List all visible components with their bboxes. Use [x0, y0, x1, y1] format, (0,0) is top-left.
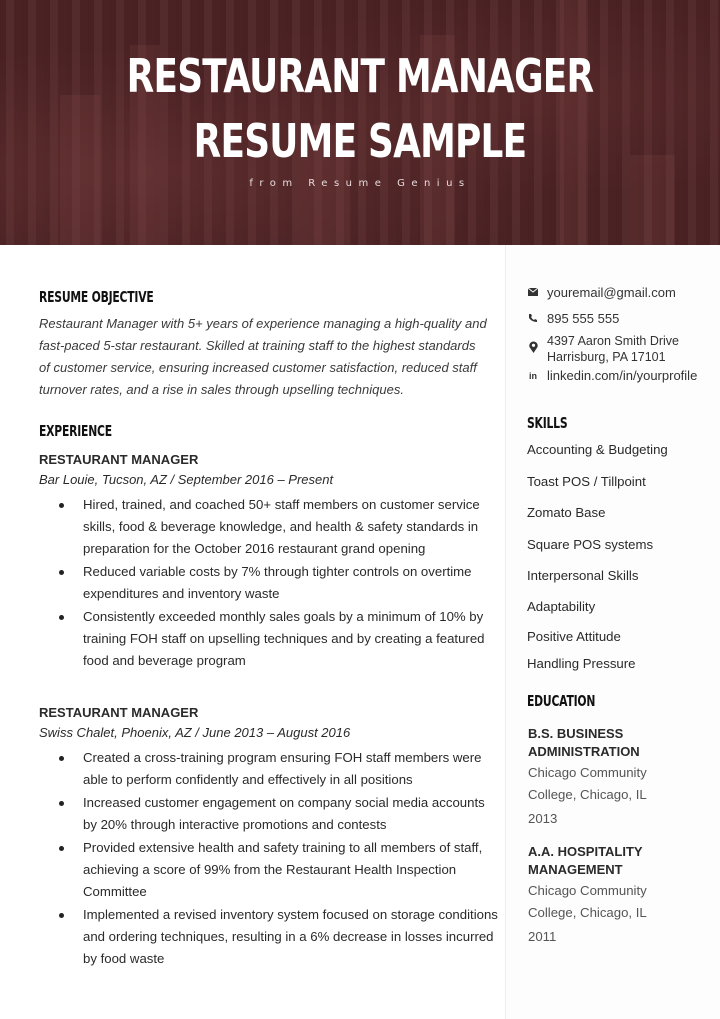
skill-item: Handling Pressure: [527, 656, 636, 671]
address-line-2: Harrisburg, PA 17101: [547, 350, 666, 364]
bullet-icon: [59, 846, 64, 851]
job-subtitle: Swiss Chalet, Phoenix, AZ / June 2013 – August 2016: [39, 725, 351, 740]
bullet-text: Created a cross-training program ensuring FOH staff members were able to perform confidently and effectively in all positions: [83, 750, 482, 787]
bullet-icon: [59, 801, 64, 806]
header-banner: [0, 0, 720, 245]
job-title: RESTAURANT MANAGER: [39, 452, 199, 467]
skill-item: Toast POS / Tillpoint: [527, 474, 646, 489]
job-bullets: [59, 494, 499, 673]
education-degree-line-2: ADMINISTRATION: [528, 744, 640, 759]
phone-text: 895 555 555: [547, 311, 620, 326]
education-school-line-2: College, Chicago, IL: [528, 787, 647, 802]
skill-item: Accounting & Budgeting: [527, 442, 668, 457]
education-school-line-1: Chicago Community: [528, 765, 647, 780]
bullet-text: Hired, trained, and coached 50+ staff members on customer service skills, food & beverage knowledge, and health & safety standards in preparation for the October 2016 restaurant grand opening: [83, 497, 480, 556]
education-degree-line-1: A.A. HOSPITALITY: [528, 844, 643, 859]
education-year: 2011: [528, 929, 557, 944]
education-school-line-2: College, Chicago, IL: [528, 905, 647, 920]
email-link[interactable]: youremail@gmail.com: [547, 285, 676, 300]
bullet-icon: [59, 503, 64, 508]
linkedin-icon: in: [529, 371, 537, 381]
job-title: RESTAURANT MANAGER: [39, 705, 199, 720]
job-subtitle: Bar Louie, Tucson, AZ / September 2016 – Present: [39, 472, 334, 487]
education-heading: EDUCATION: [527, 692, 596, 710]
bullet-text: Provided extensive health and safety training to all members of staff, achieving a score of 99% from the Restaurant Health Inspection Committee: [83, 840, 483, 899]
experience-heading: EXPERIENCE: [39, 422, 112, 440]
job-bullet: [59, 606, 499, 672]
skills-heading: SKILLS: [527, 414, 568, 432]
skill-item: Positive Attitude: [527, 629, 621, 644]
skill-item: Zomato Base: [527, 505, 606, 520]
page-title-line-2: RESUME SAMPLE: [193, 114, 527, 168]
education-degree-line-2: MANAGEMENT: [528, 862, 623, 877]
page-subtitle: from Resume Genius: [249, 178, 471, 189]
skill-item: Adaptability: [527, 599, 596, 614]
objective-text: Restaurant Manager with 5+ years of experience managing a high-quality and fast-paced 5-star restaurant. Skilled at training staff to the highest standards of customer service, ensuring increased customer satisfaction, reduced staff turnover rates, and a rise in sales through upselling techniques.: [39, 316, 487, 397]
job-bullet: [59, 837, 499, 903]
objective-heading: RESUME OBJECTIVE: [39, 288, 154, 306]
phone-icon: [527, 313, 539, 325]
skill-item: Square POS systems: [527, 537, 654, 552]
bullet-icon: [59, 570, 64, 575]
bullet-text: Consistently exceeded monthly sales goals by a minimum of 10% by training FOH staff on upselling techniques and by creating a featured food and beverage program: [83, 609, 485, 668]
bullet-text: Implemented a revised inventory system focused on storage conditions and ordering techniques, resulting in a 6% decrease in losses incurred by food waste: [83, 907, 498, 966]
linkedin-link[interactable]: linkedin.com/in/yourprofile: [547, 368, 698, 383]
skill-item: Interpersonal Skills: [527, 568, 639, 583]
address-line-1: 4397 Aaron Smith Drive: [547, 334, 680, 348]
bullet-text: Increased customer engagement on company social media accounts by 20% through interactive promotions and contests: [83, 795, 485, 832]
education-school-line-1: Chicago Community: [528, 883, 647, 898]
job-bullet: [59, 747, 499, 791]
envelope-icon: [527, 288, 539, 298]
job-bullet: [59, 904, 499, 970]
bullet-icon: [59, 756, 64, 761]
job-bullets: [59, 747, 499, 971]
map-pin-icon: [527, 341, 539, 355]
bullet-icon: [59, 615, 64, 620]
bullet-icon: [59, 913, 64, 918]
job-bullet: [59, 561, 499, 605]
job-bullet: [59, 494, 499, 560]
city-skyline-decoration: [630, 155, 675, 245]
job-bullet: [59, 792, 499, 836]
education-degree-line-1: B.S. BUSINESS: [528, 726, 624, 741]
bullet-text: Reduced variable costs by 7% through tighter controls on overtime expenditures and inventory waste: [83, 564, 472, 601]
education-year: 2013: [528, 811, 558, 826]
page-title-line-1: RESTAURANT MANAGER: [126, 49, 594, 103]
